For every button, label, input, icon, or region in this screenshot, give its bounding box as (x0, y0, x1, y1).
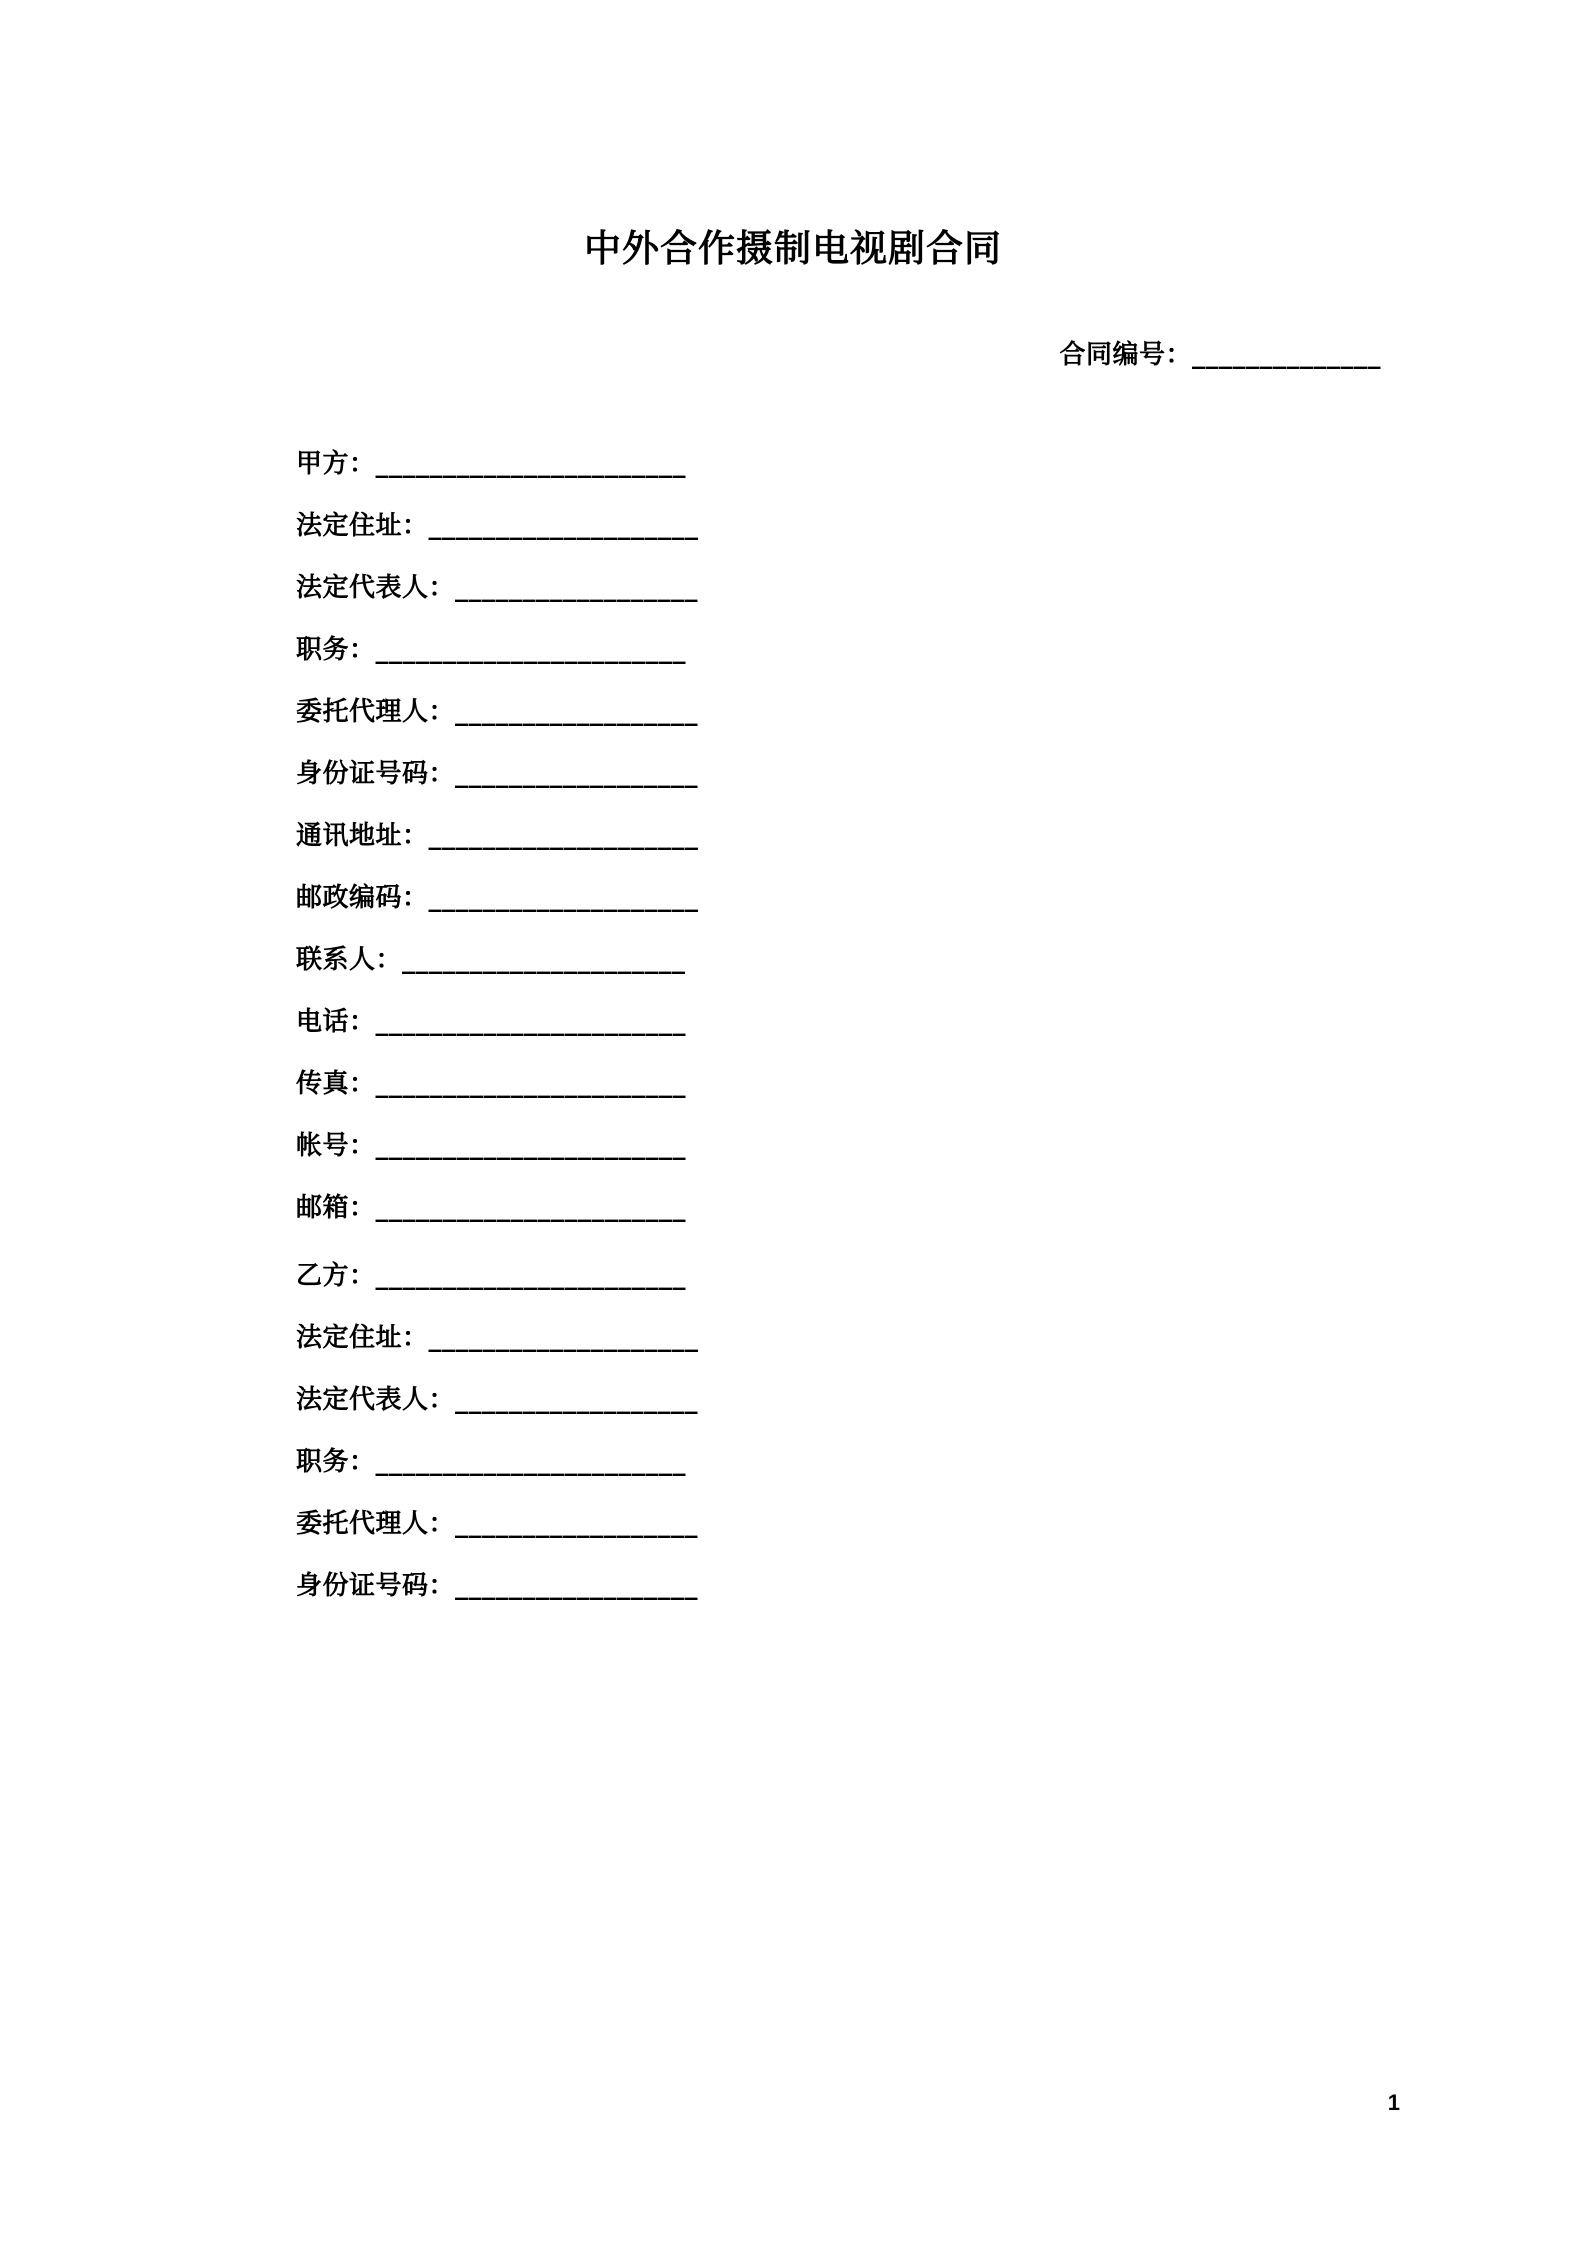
party-b-field: 身份证号码：__________________ (296, 1571, 699, 1601)
party-b-field: 职务：_______________________ (296, 1447, 687, 1477)
party-a-field: 邮箱：_______________________ (296, 1193, 687, 1223)
party-a-field: 联系人：_____________________ (296, 945, 686, 975)
page-title: 中外合作摄制电视剧合同 (584, 227, 1002, 270)
party-a-field: 电话：_______________________ (296, 1007, 687, 1037)
party-a-field: 帐号：_______________________ (296, 1131, 687, 1161)
party-a-field: 邮政编码：____________________ (296, 883, 699, 913)
party-fields-section (0, 371, 1586, 1599)
party-a-field: 身份证号码：__________________ (296, 759, 699, 789)
party-a-field: 委托代理人：__________________ (296, 697, 699, 727)
contract-number-field: 合同编号：______________ (1059, 340, 1381, 370)
page-number: 1 (1387, 2090, 1400, 2115)
party-a-field: 甲方：_______________________ (296, 449, 687, 479)
party-a-field: 法定代表人：__________________ (296, 573, 699, 603)
party-a-field: 法定住址：____________________ (296, 511, 699, 541)
party-a-field: 职务：_______________________ (296, 635, 687, 665)
party-b-field: 乙方：_______________________ (296, 1261, 687, 1291)
party-b-field: 法定住址：____________________ (296, 1323, 699, 1353)
party-b-field: 法定代表人：__________________ (296, 1385, 699, 1415)
party-a-field: 传真：_______________________ (296, 1069, 687, 1099)
party-a-field: 通讯地址：____________________ (296, 821, 699, 851)
party-b-field: 委托代理人：__________________ (296, 1509, 699, 1539)
